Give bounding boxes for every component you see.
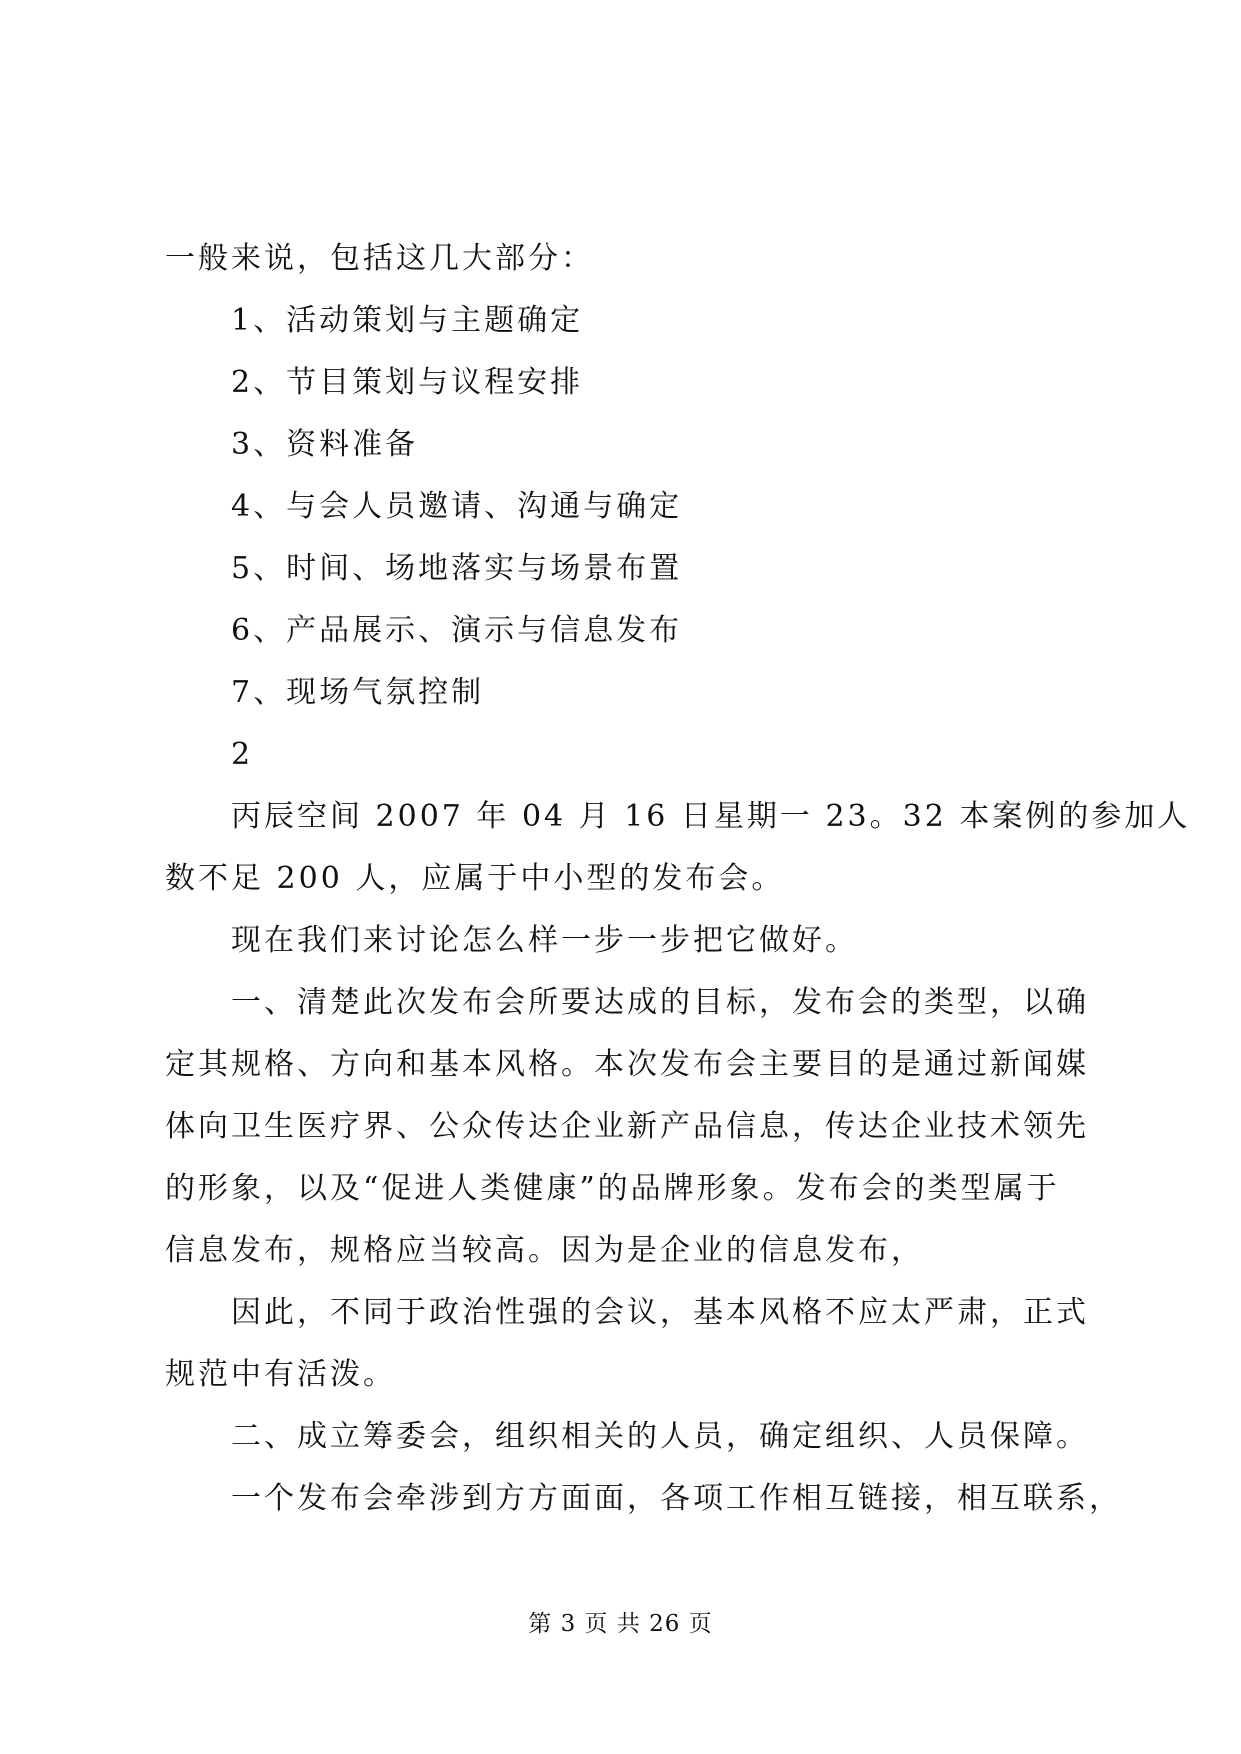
text-line: 现在我们来讨论怎么样一步一步把它做好。 bbox=[231, 923, 858, 958]
page-number-label: 第 3 页 共 26 页 bbox=[528, 1611, 713, 1637]
text-line: 二、成立筹委会，组织相关的人员，确定组织、人员保障。 bbox=[231, 1419, 1089, 1454]
list-item: 4、与会人员邀请、沟通与确定 bbox=[231, 489, 683, 524]
text-line: 信息发布，规格应当较高。因为是企业的信息发布， bbox=[165, 1233, 924, 1268]
text-line: 一般来说，包括这几大部分： bbox=[165, 241, 594, 276]
list-item: 5、时间、场地落实与场景布置 bbox=[231, 551, 683, 586]
list-item: 3、资料准备 bbox=[231, 427, 419, 462]
text-line: 数不足 200 人，应属于中小型的发布会。 bbox=[165, 861, 785, 896]
text-line: 因此，不同于政治性强的会议，基本风格不应太严肃，正式 bbox=[231, 1295, 1089, 1330]
document-body bbox=[165, 228, 1191, 1530]
text-line: 体向卫生医疗界、公众传达企业新产品信息，传达企业技术领先 bbox=[165, 1109, 1089, 1144]
text-line: 规范中有活泼。 bbox=[165, 1357, 396, 1392]
list-item: 7、现场气氛控制 bbox=[231, 675, 485, 710]
text-line: 一、清楚此次发布会所要达成的目标，发布会的类型，以确 bbox=[231, 985, 1089, 1020]
text-line: 定其规格、方向和基本风格。本次发布会主要目的是通过新闻媒 bbox=[165, 1047, 1089, 1082]
list-item: 2、节目策划与议程安排 bbox=[231, 365, 584, 400]
text-line: 一个发布会牵涉到方方面面，各项工作相互链接，相互联系， bbox=[231, 1481, 1122, 1516]
page-footer bbox=[0, 1605, 1241, 1638]
list-item: 6、产品展示、演示与信息发布 bbox=[231, 613, 683, 648]
list-item: 1、活动策划与主题确定 bbox=[231, 303, 584, 338]
text-line: 的形象，以及“促进人类健康”的品牌形象。发布会的类型属于 bbox=[165, 1171, 1060, 1206]
section-number: 2 bbox=[231, 737, 254, 772]
text-line: 丙辰空间 2007 年 04 月 16 日星期一 23。32 本案例的参加人 bbox=[231, 799, 1191, 834]
